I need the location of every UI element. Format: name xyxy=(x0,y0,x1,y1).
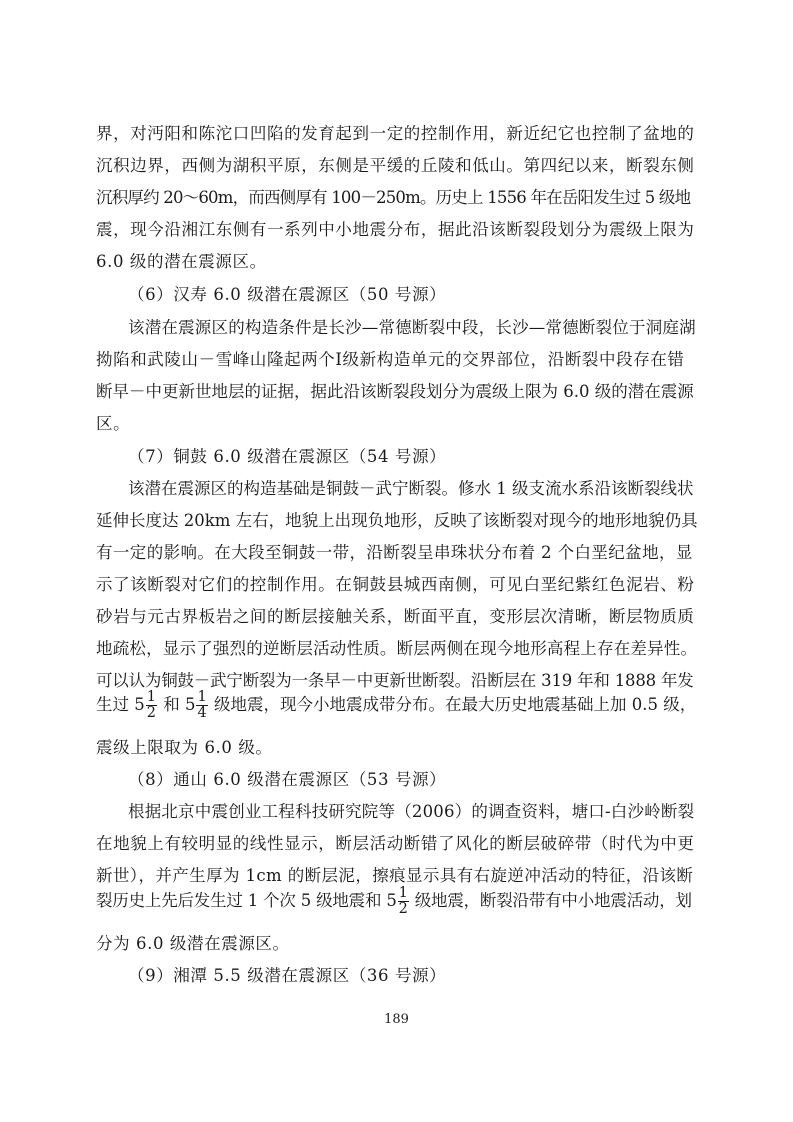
paragraph-line: 沉积厚约 20～60m，而西侧厚有 100－250m。历史上 1556 年在岳阳发生过 5 级地 xyxy=(96,188,691,207)
paragraph-line-with-fractions xyxy=(96,690,697,721)
paragraph-line: 地疏松，显示了强烈的逆断层活动性质。断层两侧在现今地形高程上存在差异性。 xyxy=(96,639,698,658)
paragraph-line: 震级上限取为 6.0 级。 xyxy=(96,738,273,757)
section-heading-6: （6）汉寿 6.0 级潜在震源区（50 号源） xyxy=(128,285,447,304)
mixed-number-whole: 5 xyxy=(134,695,145,714)
paragraph-line: 有一定的影响。在大段至铜鼓一带，沿断裂呈串珠状分布着 2 个白垩纪盆地，显 xyxy=(96,543,693,562)
fraction xyxy=(398,886,409,917)
text-run: 和 xyxy=(157,695,185,714)
paragraph-line: 新世），并产生厚为 1cm 的断层泥，擦痕显示具有右旋逆冲活动的特征，沿该断 xyxy=(96,866,694,885)
fraction-numerator: 1 xyxy=(398,885,408,901)
fraction-denominator: 4 xyxy=(197,705,207,721)
fraction-numerator: 1 xyxy=(146,689,156,705)
paragraph-line: 区。 xyxy=(96,414,131,433)
paragraph-line: 示了该断裂对它们的控制作用。在铜鼓县城西南侧，可见白垩纪紫红色泥岩、粉 xyxy=(96,575,695,594)
paragraph-line: 延伸长度达 20km 左右，地貌上出现负地形，反映了该断裂对现今的地形地貌仍具 xyxy=(96,511,698,530)
fraction-denominator: 2 xyxy=(398,901,408,917)
mixed-number-whole: 5 xyxy=(184,695,196,714)
text-run: 生过 xyxy=(96,695,135,714)
paragraph-line: 断早－中更新世地层的证据，据此沿该断裂段划分为震级上限为 6.0 级的潜在震源 xyxy=(96,382,694,401)
fraction xyxy=(196,690,207,721)
page-number: 189 xyxy=(384,1012,409,1027)
section-heading-8: （8）通山 6.0 级潜在震源区（53 号源） xyxy=(128,770,447,789)
fraction-denominator: 2 xyxy=(146,705,156,721)
paragraph-line: 拗陷和武陵山－雪峰山隆起两个Ⅰ级新构造单元的交界部位，沿断裂中段存在错 xyxy=(96,350,685,369)
mixed-number-whole: 5 xyxy=(386,891,397,910)
text-run: 裂历史上先后发生过 1 个次 5 级地震和 xyxy=(96,891,387,910)
paragraph-line: 在地貌上有较明显的线性显示，断层活动断错了风化的断层破碎带（时代为中更 xyxy=(96,834,695,853)
fraction-numerator: 1 xyxy=(197,689,207,705)
paragraph-line: 界，对沔阳和陈沱口凹陷的发育起到一定的控制作用，新近纪它也控制了盆地的 xyxy=(96,124,695,143)
section-heading-9: （9）湘潭 5.5 级潜在震源区（36 号源） xyxy=(128,966,447,985)
paragraph-line: 该潜在震源区的构造条件是长沙—常德断裂中段，长沙—常德断裂位于洞庭湖 xyxy=(128,318,696,337)
paragraph-line: 可以认为铜鼓－武宁断裂为一条早－中更新世断裂。沿断层在 319 年和 1888 年发 xyxy=(96,671,694,690)
section-heading-7: （7）铜鼓 6.0 级潜在震源区（54 号源） xyxy=(128,447,447,466)
fraction xyxy=(146,690,157,721)
paragraph-line: 根据北京中震创业工程科技研究院等（2006）的调查资料，塘口-白沙岭断裂 xyxy=(128,802,695,821)
paragraph-line: 砂岩与元古界板岩之间的断层接触关系，断面平直，变形层次清晰，断层物质质 xyxy=(96,607,695,626)
paragraph-line: 6.0 级的潜在震源区。 xyxy=(96,252,267,271)
text-run: 级地震，现今小地震成带分布。在最大历史地震基础上加 0.5 级， xyxy=(208,695,697,714)
paragraph-line: 该潜在震源区的构造基础是铜鼓－武宁断裂。修水 1 级支流水系沿该断裂线状 xyxy=(128,479,694,498)
paragraph-line: 震，现今沿湘江东侧有一系列中小地震分布，据此沿该断裂段划分为震级上限为 xyxy=(96,220,695,239)
text-run: 级地震，断裂沿带有中小地震活动，划 xyxy=(409,891,692,910)
paragraph-line: 分为 6.0 级潜在震源区。 xyxy=(96,934,290,953)
paragraph-line: 沉积边界，西侧为湖积平原，东侧是平缓的丘陵和低山。第四纪以来，断裂东侧 xyxy=(96,156,695,175)
paragraph-line-with-fraction xyxy=(96,886,697,917)
